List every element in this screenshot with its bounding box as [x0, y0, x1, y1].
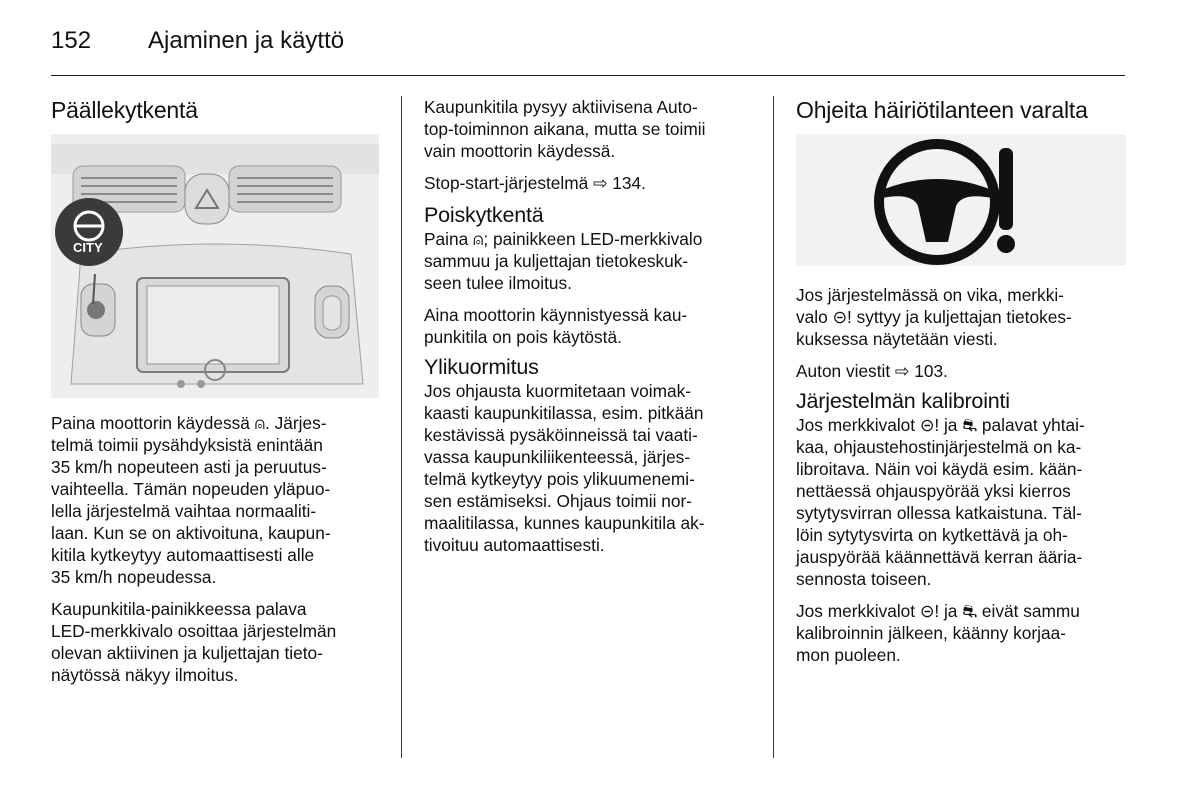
paragraph: Kaupunkitila pysyy aktiivisena Auto- top-toiminnon aikana, mutta se toimii vain moottorin käydessä.: [424, 97, 706, 161]
city-label: CITY: [73, 240, 103, 255]
section-heading-switch-on: Päällekytkentä: [51, 97, 198, 123]
column-divider-2: [773, 96, 774, 758]
paragraph: Kaupunkitila-painikkeessa palava LED-merkkivalo osoittaa järjestelmän olevan aktiivinen ja kuljettajan tieto- näytössä näkyy ilmoitus.: [51, 599, 337, 685]
paragraph: Aina moottorin käynnistyessä kau- punkitila on pois käytöstä.: [424, 305, 688, 347]
page-number: 152: [51, 27, 92, 54]
paragraph: Jos merkkivalot ⊝! ja ⛐ palavat yhtai- kaa, ohjaustehostinjärjestelmä on ka- libroitava. Näin voi käydä esim. kään- nettäessä ohjauspyörää yksi kierros sytytysvirran ollessa katkaistuna. Täl- löin sytytysvirta on kytkettävä ja oh- jauspyörää käännettävä kerran ääria- sennosta toiseen.: [796, 415, 1085, 589]
section-heading-overload: Ylikuormitus: [424, 355, 539, 379]
dashboard-illustration: [51, 134, 379, 398]
column-divider-1: [401, 96, 402, 758]
column-1-text: [51, 412, 386, 696]
section-heading-fault: Ohjeita häiriötilanteen varalta: [796, 97, 1088, 123]
paragraph: Paina ⍝; painikkeen LED-merkkivalo sammuu ja kuljettajan tietokeskuk- seen tulee ilmoitus.: [424, 229, 703, 293]
column-3: [796, 96, 1131, 124]
paragraph: Jos ohjausta kuormitetaan voimak- kaasti kaupunkitilassa, esim. pitkään kestävissä pysäköinneissä tai vaati- vassa kaupunkiliikenteessä, järjes- telmä kytkeytyy pois ylikuumenemi- sen estämiseksi. Ohjaus toimii nor- maalitilassa, kunnes kaupunkitila ak- tivoituu automaattisesti.: [424, 381, 705, 555]
page-title: Ajaminen ja käyttö: [148, 27, 345, 54]
paragraph: Jos merkkivalot ⊝! ja ⛐ eivät sammu kalibroinnin jälkeen, käänny korjaa- mon puoleen.: [796, 601, 1080, 665]
paragraph: Paina moottorin käydessä ⍝. Järjes- telmä toimii pysähdyksistä enintään 35 km/h nopeuteen asti ja peruutus- vaihteella. Tämän nopeuden yläpuo- lella järjestelmä vaihtaa normaaliti- laan. Kun se on aktivoituna, kaupun- kitila kytkeytyy automaattisesti alle 35 km/h nopeudessa.: [51, 413, 331, 587]
steering-warning-icon: [796, 134, 1126, 266]
steering-warning-illustration: [796, 134, 1126, 266]
cross-reference[interactable]: Stop-start-järjestelmä ⇨ 134.: [424, 173, 646, 193]
cross-reference[interactable]: Auton viestit ⇨ 103.: [796, 361, 948, 381]
column-3-text: [796, 284, 1131, 676]
section-heading-switch-off: Poiskytkentä: [424, 203, 544, 227]
dashboard-drawing: [51, 134, 379, 398]
header-rule: [51, 75, 1125, 76]
column-1: [51, 96, 386, 124]
column-2: [424, 96, 759, 566]
section-heading-calibration: Järjestelmän kalibrointi: [796, 389, 1010, 413]
paragraph: Jos järjestelmässä on vika, merkki- valo ⊝! syttyy ja kuljettajan tietokes- kuksessa näytetään viesti.: [796, 285, 1072, 349]
